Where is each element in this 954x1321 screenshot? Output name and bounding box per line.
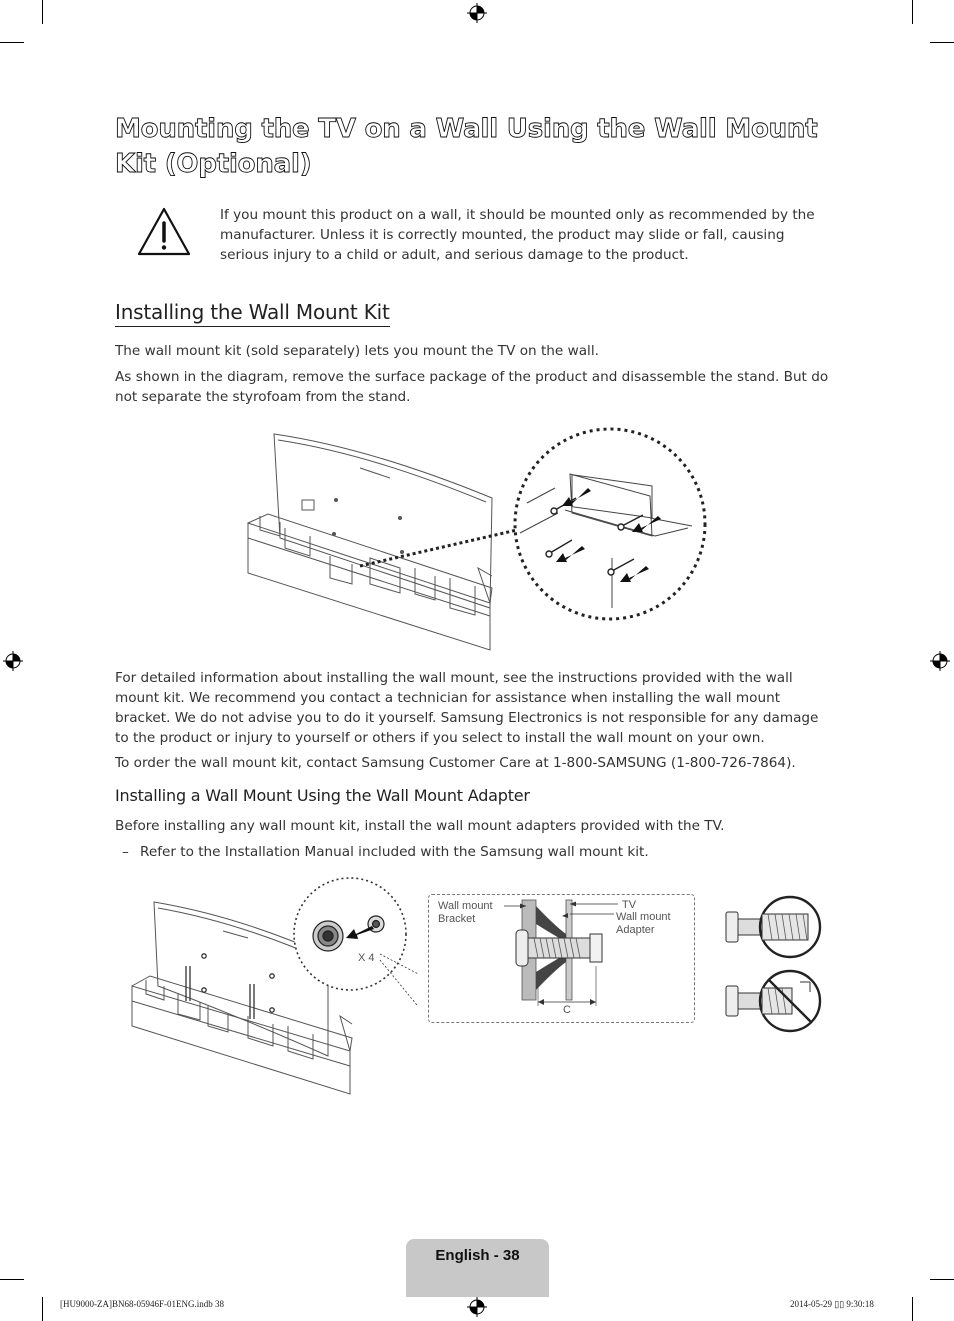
crop-mark <box>42 1297 43 1321</box>
registration-mark-icon <box>467 3 487 23</box>
warning-icon <box>136 206 192 258</box>
label-adapter-line1: Wall mount <box>616 911 671 923</box>
label-bracket <box>438 900 493 926</box>
label-bracket-line1: Wall mount <box>438 900 493 912</box>
note-text: Refer to the Installation Manual included with the Samsung wall mount kit. <box>140 844 649 860</box>
label-c: C <box>563 1004 571 1016</box>
crop-mark <box>912 1297 913 1321</box>
crop-mark <box>930 1279 954 1280</box>
page-title: Mounting the TV on a Wall Using the Wall Mount Kit (Optional) <box>115 114 818 179</box>
page-number-tab <box>406 1239 549 1297</box>
label-adapter <box>616 911 671 937</box>
stand-removal-diagram <box>240 418 715 653</box>
crop-mark <box>42 0 43 24</box>
paragraph: For detailed information about installing the wall mount, see the instructions provided with the wall mount kit. We recommend you contact a technician for assistance when installing the wall mount bracket. We do not advise you to do it yourself. Samsung Electronics is not responsible for any damage to the product or injury to yourself or others if you select to install the wall mount on your own. <box>115 670 819 746</box>
note-item <box>122 842 649 862</box>
note-dash: – <box>122 844 129 860</box>
crop-mark <box>930 42 954 43</box>
crop-mark <box>0 42 24 43</box>
screw-correct-icon <box>722 894 824 960</box>
label-tv: TV <box>622 899 637 911</box>
tv-adapter-diagram <box>128 876 418 1096</box>
paragraph: Before installing any wall mount kit, install the wall mount adapters provided with the TV. <box>115 818 725 834</box>
registration-mark-icon <box>467 1297 487 1317</box>
file-slug: [HU9000-ZA]BN68-05946F-01ENG.indb 38 <box>60 1299 224 1309</box>
paragraph: The wall mount kit (sold separately) lets you mount the TV on the wall. <box>115 343 599 359</box>
cross-section-diagram <box>500 896 620 1008</box>
registration-mark-icon <box>930 651 950 671</box>
section-heading: Installing the Wall Mount Kit <box>115 300 390 327</box>
paragraph: As shown in the diagram, remove the surface package of the product and disassemble the stand. But do not separate the styrofoam from the stand. <box>115 369 829 405</box>
quantity-label: X 4 <box>358 952 375 964</box>
label-bracket-line2: Bracket <box>438 913 476 925</box>
crop-mark <box>0 1279 24 1280</box>
label-adapter-line2: Adapter <box>616 924 655 936</box>
subsection-heading: Installing a Wall Mount Using the Wall Mount Adapter <box>115 786 530 805</box>
warning-text: If you mount this product on a wall, it should be mounted only as recommended by the manufacturer. Unless it is correctly mounted, the product may slide or fall, causing serious injury to a child or adult, and serious damage to the product. <box>220 207 815 263</box>
page-number: English - 38 <box>435 1247 520 1264</box>
paragraph: To order the wall mount kit, contact Samsung Customer Care at 1-800-SAMSUNG (1-800-726-7864). <box>115 755 796 771</box>
crop-mark <box>912 0 913 24</box>
screw-incorrect-icon <box>722 968 824 1034</box>
date-slug: 2014-05-29 ▯▯ 9:30:18 <box>790 1299 874 1309</box>
registration-mark-icon <box>3 651 23 671</box>
